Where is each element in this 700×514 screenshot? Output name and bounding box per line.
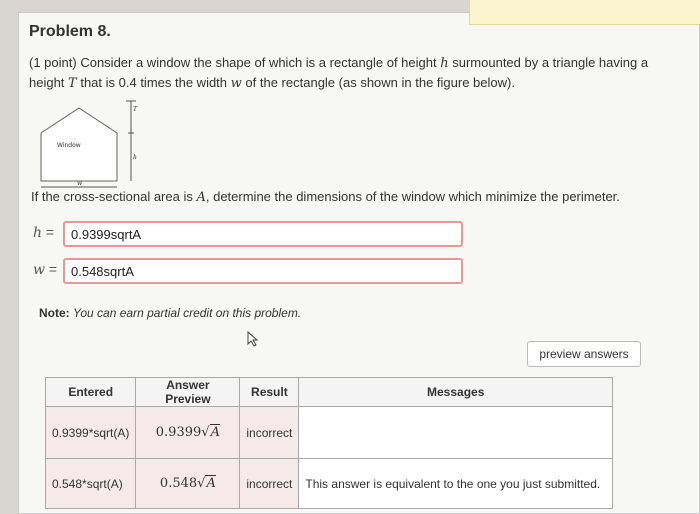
preview-radicand: A	[210, 425, 220, 440]
statement-part4: of the rectangle (as shown in the figure below).	[245, 75, 515, 90]
answer-w-input[interactable]: 0.548sqrtA	[63, 258, 463, 284]
statement-part3: that is 0.4 times the width	[80, 75, 228, 90]
var-w: w	[230, 76, 242, 91]
results-header-row	[46, 378, 613, 407]
message-cell: This answer is equivalent to the one you just submitted.	[299, 459, 613, 509]
preview-cell: 0.9399√A	[136, 407, 240, 459]
points-label: (1 point)	[29, 55, 77, 70]
answer-h-var: h	[33, 225, 43, 241]
figure-h-label: h	[133, 154, 137, 161]
header-answer-preview: Answer Preview	[136, 378, 240, 407]
answer-h-input[interactable]: 0.9399sqrtA	[63, 221, 463, 247]
answer-h-eq: =	[45, 224, 55, 240]
partial-credit-note	[39, 306, 301, 320]
figure-T-label: T	[133, 106, 138, 113]
note-text: You can earn partial credit on this problem.	[73, 306, 302, 320]
result-cell: incorrect	[240, 459, 299, 509]
problem-title: Problem 8.	[29, 23, 111, 40]
answer-w-var: w	[33, 262, 45, 278]
entered-cell: 0.9399*sqrt(A)	[46, 407, 136, 459]
problem-card	[18, 12, 700, 514]
preview-cell: 0.548√A	[136, 459, 240, 509]
note-label: Note:	[39, 306, 70, 320]
header-entered: Entered	[46, 378, 136, 407]
entered-cell: 0.548*sqrt(A)	[46, 459, 136, 509]
window-figure	[29, 93, 149, 193]
question-part1: If the cross-sectional area is	[31, 189, 193, 204]
answer-h-label	[33, 224, 67, 241]
mouse-pointer-icon	[247, 331, 261, 347]
problem-statement	[29, 53, 669, 93]
statement-part1: Consider a window the shape of which is a rectangle of height	[80, 55, 437, 70]
var-A: A	[196, 190, 206, 205]
answer-w-label	[33, 261, 67, 278]
question-text	[31, 189, 620, 205]
header-result: Result	[240, 378, 299, 407]
preview-radicand: A	[206, 476, 216, 491]
preview-answers-button[interactable]: preview answers	[527, 341, 641, 367]
figure-w-label: w	[77, 180, 83, 187]
var-h: h	[440, 56, 449, 71]
figure-window-label: Window	[57, 142, 81, 149]
question-part2: , determine the dimensions of the window which minimize the perimeter.	[205, 189, 620, 204]
statement-part2: surmounted by a triangle having a height	[29, 55, 649, 90]
preview-coef: 0.9399	[155, 425, 202, 440]
var-T: T	[68, 76, 77, 91]
header-messages: Messages	[299, 378, 613, 407]
table-row	[46, 459, 613, 509]
preview-coef: 0.548	[159, 476, 198, 491]
result-cell: incorrect	[240, 407, 299, 459]
results-table	[45, 377, 613, 509]
answer-w-eq: =	[48, 261, 58, 277]
table-row	[46, 407, 613, 459]
top-highlight-tab	[469, 0, 700, 25]
message-cell	[299, 407, 613, 459]
